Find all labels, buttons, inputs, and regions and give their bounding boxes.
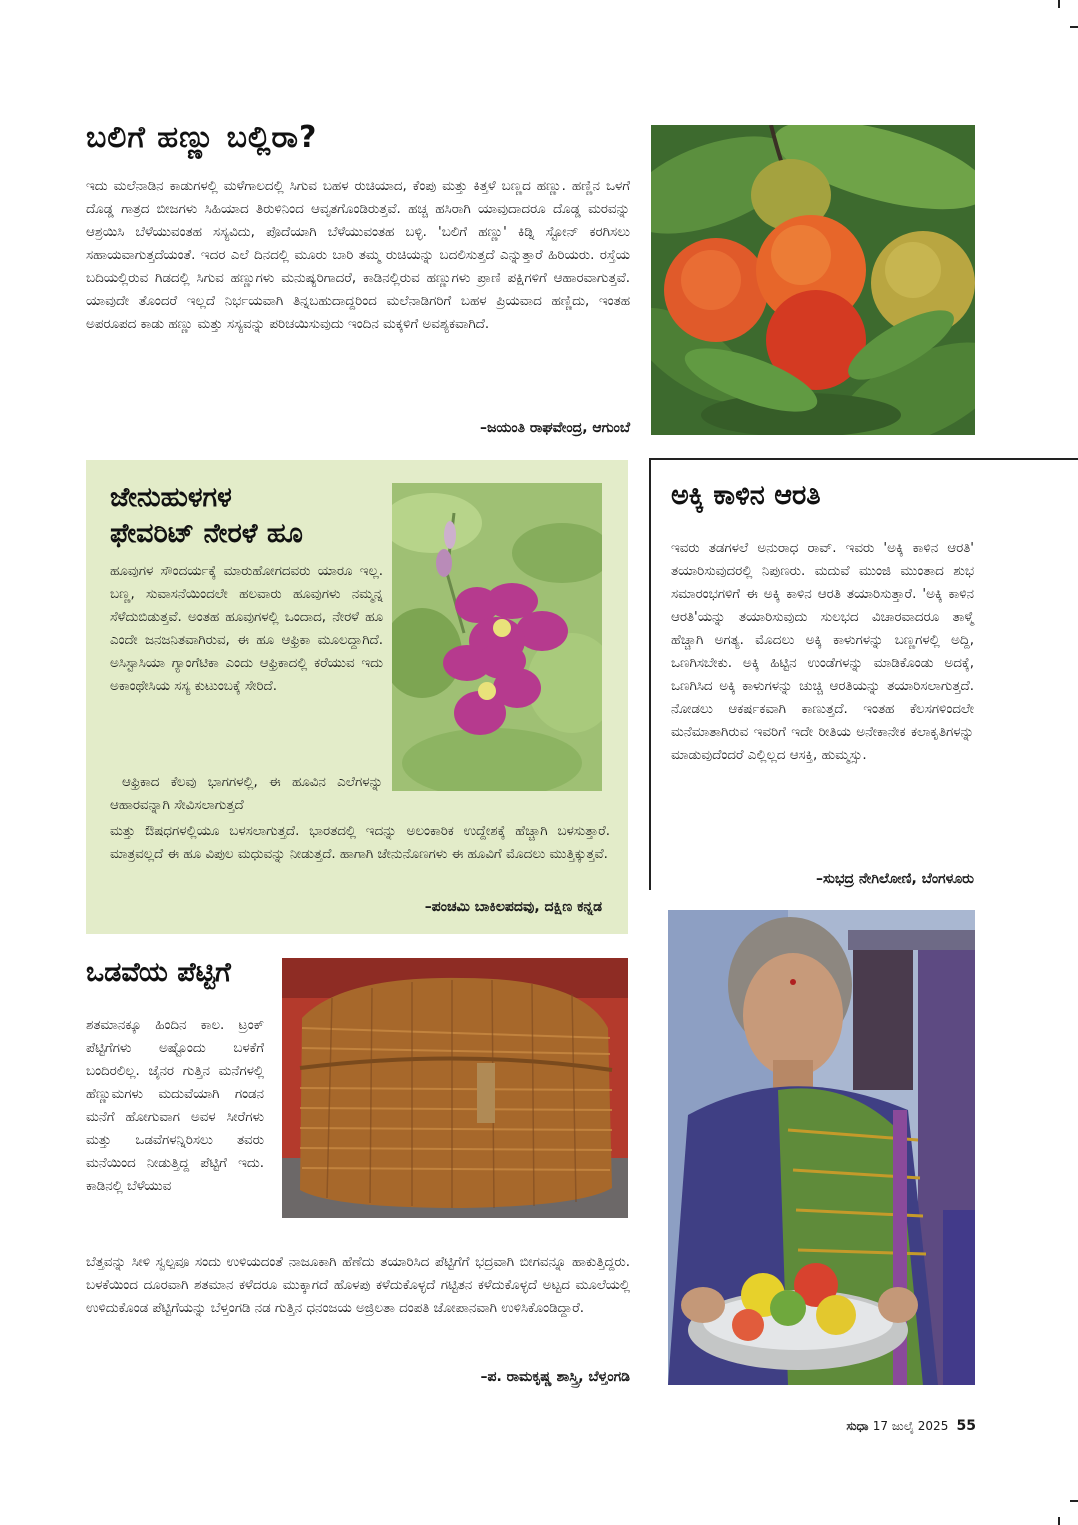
article2-body-column: ಹೂವುಗಳ ಸೌಂದರ್ಯಕ್ಕೆ ಮಾರುಹೋಗದವರು ಯಾರೂ ಇಲ್ಲ. ಬಣ್ಣ, ಸುವಾಸನೆಯಿಂದಲೇ ಹಲವಾರು ಹೂವುಗಳು ನಮ್ಮನ್ನ ಸೆಳೆದುಬಿಡುತ್ತವೆ. ಅಂತಹ ಹೂವುಗಳಲ್ಲಿ ಒಂದಾದ, ನೇರಳೆ ಹೂ ಎಂದೇ ಜನಜನಿತವಾಗಿರುವ, ಈ ಹೂ ಆಫ್ರಿಕಾ ಮೂಲದ್ದಾಗಿದೆ. ಅಸಿಸ್ಟಾಸಿಯಾ ಗ್ಯಾಂಗೆಟಿಕಾ ಎಂದು ಆಫ್ರಿಕಾದಲ್ಲಿ ಕರೆಯುವ ಇದು ಅಕಾಂಥೇಸಿಯ ಸಸ್ಯ ಕುಟುಂಬಕ್ಕೆ ಸೇರಿದೆ. [110,564,383,694]
article1-body: ಇದು ಮಲೆನಾಡಿನ ಕಾಡುಗಳಲ್ಲಿ ಮಳೆಗಾಲದಲ್ಲಿ ಸಿಗುವ ಬಹಳ ರುಚಿಯಾದ, ಕೆಂಪು ಮತ್ತು ಕಿತ್ತಳೆ ಬಣ್ಣದ ಹಣ್ಣು. ಹಣ್ಣಿನ ಒಳಗೆ ದೊಡ್ಡ ಗಾತ್ರದ ಬೀಜಗಳು ಸಿಹಿಯಾದ ತಿರುಳಿನಿಂದ ಆವೃತಗೊಂಡಿರುತ್ತವೆ. ಹಚ್ಚ ಹಸಿರಾಗಿ ಯಾವುದಾದರೂ ದೊಡ್ಡ ಮರವನ್ನು ಆಶ್ರಯಿಸಿ ಬೆಳೆಯುವಂತಹ ಸಸ್ಯವಿದು, ಪೊದೆಯಾಗಿ ಬೆಳೆಯುವಂತಹ ಬಳ್ಳಿ. 'ಬಲಿಗೆ ಹಣ್ಣು' ಕಿಡ್ನಿ ಸ್ಟೋನ್ ಕರಗಿಸಲು ಸಹಾಯವಾಗುತ್ತದೆಯಂತೆ. ಇದರ ಎಲೆ ದಿನದಲ್ಲಿ ಮೂರು ಬಾರಿ ತಮ್ಮ ರುಚಿಯನ್ನು ಬದಲಿಸುತ್ತದೆ ಎನ್ನುತ್ತಾರೆ ಹಿರಿಯರು. ರಸ್ತೆಯ ಬದಿಯಲ್ಲಿರುವ ಗಿಡದಲ್ಲಿ ಸಿಗುವ ಹಣ್ಣುಗಳು ಮನುಷ್ಯರಿಗಾದರೆ, ಕಾಡಿನಲ್ಲಿರುವ ಹಣ್ಣುಗಳು ಪ್ರಾಣಿ ಪಕ್ಷಿಗಳಿಗೆ ಆಹಾರವಾಗುತ್ತವೆ. ಯಾವುದೇ ತೊಂದರೆ ಇಲ್ಲದೆ ನಿರ್ಭಯವಾಗಿ ತಿನ್ನಬಹುದಾದ್ದರಿಂದ ಮಲೆನಾಡಿಗರಿಗೆ ಬಹಳ ಪ್ರಿಯವಾದ ಹಣ್ಣಿದು, ಇಂತಹ ಅಪರೂಪದ ಕಾಡು ಹಣ್ಣು ಮತ್ತು ಸಸ್ಯವನ್ನು ಪರಿಚಯಿಸುವುದು ಇಂದಿನ ಮಕ್ಕಳಿಗೆ ಅವಶ್ಯಕವಾಗಿದೆ. [86,179,630,332]
crop-mark [1058,0,1060,8]
article2-title-line2: ಫೇವರಿಟ್ ನೇರಳೆ ಹೂ [110,518,303,549]
article3-border-top [649,458,1078,460]
article3-border-left [649,458,651,890]
article2-body-column-continued: ಆಫ್ರಿಕಾದ ಕೆಲವು ಭಾಗಗಳಲ್ಲಿ, ಈ ಹೂವಿನ ಎಲೆಗಳನ್ನು ಆಹಾರವನ್ನಾಗಿ ಸೇವಿಸಲಾಗುತ್ತದೆ [110,775,383,813]
article4-body-full: ಬೆತ್ತವನ್ನು ಸೀಳಿ ಸ್ವಲ್ಪವೂ ಸಂದು ಉಳಿಯದಂತೆ ನಾಜೂಕಾಗಿ ಹೆಣೆದು ತಯಾರಿಸಿದ ಪೆಟ್ಟಿಗೆಗೆ ಭದ್ರವಾಗಿ ಬೀಗವನ್ನೂ ಹಾಕುತ್ತಿದ್ದರು. ಬಳಕೆಯಿಂದ ದೂರವಾಗಿ ಶತಮಾನ ಕಳೆದರೂ ಮುಕ್ಕಾಗದೆ ಹೊಳಪು ಕಳೆದುಕೊಳ್ಳದೆ ಗಟ್ಟಿತನ ಕಳೆದುಕೊಳ್ಳದೆ ಅಟ್ಟದ ಮೂಲೆಯಲ್ಲಿ ಉಳಿದುಕೊಂಡ ಪೆಟ್ಟಿಗೆಯನ್ನು ಬೆಳ್ತಂಗಡಿ ನಡ ಗುತ್ತಿನ ಧನಂಜಯ ಅಜ್ರಿಲತಾ ದಂಪತಿ ಜೋಪಾನವಾಗಿ ಉಳಿಸಿಕೊಂಡಿದ್ದಾರೆ. [86,1255,630,1316]
article1-byline: –ಜಯಂತಿ ರಾಘವೇಂದ್ರ, ಆಗುಂಬೆ [480,420,630,436]
crop-mark [1070,26,1078,28]
article3-title: ಅಕ್ಕಿ ಕಾಳಿನ ಆರತಿ [671,480,821,511]
issue-date: 17 ಜುಲೈ 2025 [872,1419,949,1433]
page-footer [780,1418,976,1434]
cane-box-photo [282,958,628,1218]
article2-byline: –ಪಂಚಮಿ ಬಾಕಿಲಪದವು, ದಕ್ಷಿಣ ಕನ್ನಡ [424,899,602,915]
article4-byline: –ಪ. ರಾಮಕೃಷ್ಣ ಶಾಸ್ತ್ರಿ, ಬೆಳ್ತಂಗಡಿ [480,1369,630,1385]
page-number: 55 [956,1418,976,1434]
article1-title: ಬಲಿಗೆ ಹಣ್ಣು ಬಲ್ಲಿರಾ? [86,120,318,155]
crop-mark [1058,1517,1060,1525]
article4-title: ಒಡವೆಯ ಪೆಟ್ಟಿಗೆ [86,957,231,988]
article2-title-line1: ಜೇನುಹುಳಗಳ [110,482,232,513]
article4-body-column: ಶತಮಾನಕ್ಕೂ ಹಿಂದಿನ ಕಾಲ. ಟ್ರಂಕ್ ಪೆಟ್ಟಿಗೆಗಳು ಅಷ್ಟೊಂದು ಬಳಕೆಗೆ ಬಂದಿರಲಿಲ್ಲ. ಜೈನರ ಗುತ್ತಿನ ಮನೆಗಳಲ್ಲಿ ಹೆಣ್ಣುಮಗಳು ಮದುವೆಯಾಗಿ ಗಂಡನ ಮನೆಗೆ ಹೋಗುವಾಗ ಅವಳ ಸೀರೆಗಳು ಮತ್ತು ಒಡವೆಗಳನ್ನಿರಿಸಲು ತವರು ಮನೆಯಿಂದ ನೀಡುತ್ತಿದ್ದ ಪೆಟ್ಟಿಗೆ ಇದು. ಕಾಡಿನಲ್ಲಿ ಬೆಳೆಯುವ [86,1018,264,1194]
crop-mark [1070,1500,1078,1502]
article3-byline: –ಸುಭದ್ರ ನೇಗಿಲೋಣಿ, ಬೆಂಗಳೂರು [815,871,974,887]
article3-body: ಇವರು ತಡಗಳಲೆ ಅನುರಾಧ ರಾವ್. ಇವರು 'ಅಕ್ಕಿ ಕಾಳಿನ ಆರತಿ' ತಯಾರಿಸುವುದರಲ್ಲಿ ನಿಪುಣರು. ಮದುವೆ ಮುಂಜಿ ಮುಂತಾದ ಶುಭ ಸಮಾರಂಭಗಳಿಗೆ ಈ ಅಕ್ಕಿ ಕಾಳಿನ ಆರತಿ ತಯಾರಿಸುತ್ತಾರೆ. 'ಅಕ್ಕಿ ಕಾಳಿನ ಆರತಿ'ಯನ್ನು ತಯಾರಿಸುವುದು ಸುಲಭದ ವಿಚಾರವಾದರೂ ತಾಳ್ಮೆ ಹೆಚ್ಚಾಗಿ ಅಗತ್ಯ. ಮೊದಲು ಅಕ್ಕಿ ಕಾಳುಗಳನ್ನು ಬಣ್ಣಗಳಲ್ಲಿ ಅದ್ದಿ, ಒಣಗಿಸಬೇಕು. ಅಕ್ಕಿ ಹಿಟ್ಟಿನ ಉಂಡೆಗಳನ್ನು ಮಾಡಿಕೊಂಡು ಅದಕ್ಕೆ, ಒಣಗಿಸಿದ ಅಕ್ಕಿ ಕಾಳುಗಳನ್ನು ಚುಚ್ಚಿ ಆರತಿಯನ್ನು ತಯಾರಿಸಲಾಗುತ್ತದೆ. ನೋಡಲು ಆಕರ್ಷಕವಾಗಿ ಕಾಣುತ್ತದೆ. ಇಂತಹ ಕೆಲಸಗಳಿಂದಲೇ ಮನೆಮಾತಾಗಿರುವ ಇವರಿಗೆ ಇದೇ ರೀತಿಯ ಅನೇಕಾನೇಕ ಕಲಾಕೃತಿಗಳನ್ನು ಮಾಡುವುದೆಂದರೆ ಎಲ್ಲಿಲ್ಲದ ಆಸಕ್ತಿ, ಹುಮ್ಮಸ್ಸು. [671,541,974,763]
article2-body-full: ಮತ್ತು ಔಷಧಗಳಲ್ಲಿಯೂ ಬಳಸಲಾಗುತ್ತದೆ. ಭಾರತದಲ್ಲಿ ಇದನ್ನು ಅಲಂಕಾರಿಕ ಉದ್ದೇಶಕ್ಕೆ ಹೆಚ್ಚಾಗಿ ಬಳಸುತ್ತಾರೆ. ಮಾತ್ರವಲ್ಲದೆ ಈ ಹೂ ವಿಪುಲ ಮಧುವನ್ನು ನೀಡುತ್ತದೆ. ಹಾಗಾಗಿ ಜೇನುನೊಣಗಳು ಈ ಹೂವಿಗೆ ಮೊದಲು ಮುತ್ತಿಕ್ಕುತ್ತವೆ. [110,824,610,862]
flower-photo [392,483,602,791]
fruit-photo [651,125,975,435]
magazine-name: ಸುಧಾ [846,1419,869,1433]
woman-with-aarti-photo [668,910,975,1385]
